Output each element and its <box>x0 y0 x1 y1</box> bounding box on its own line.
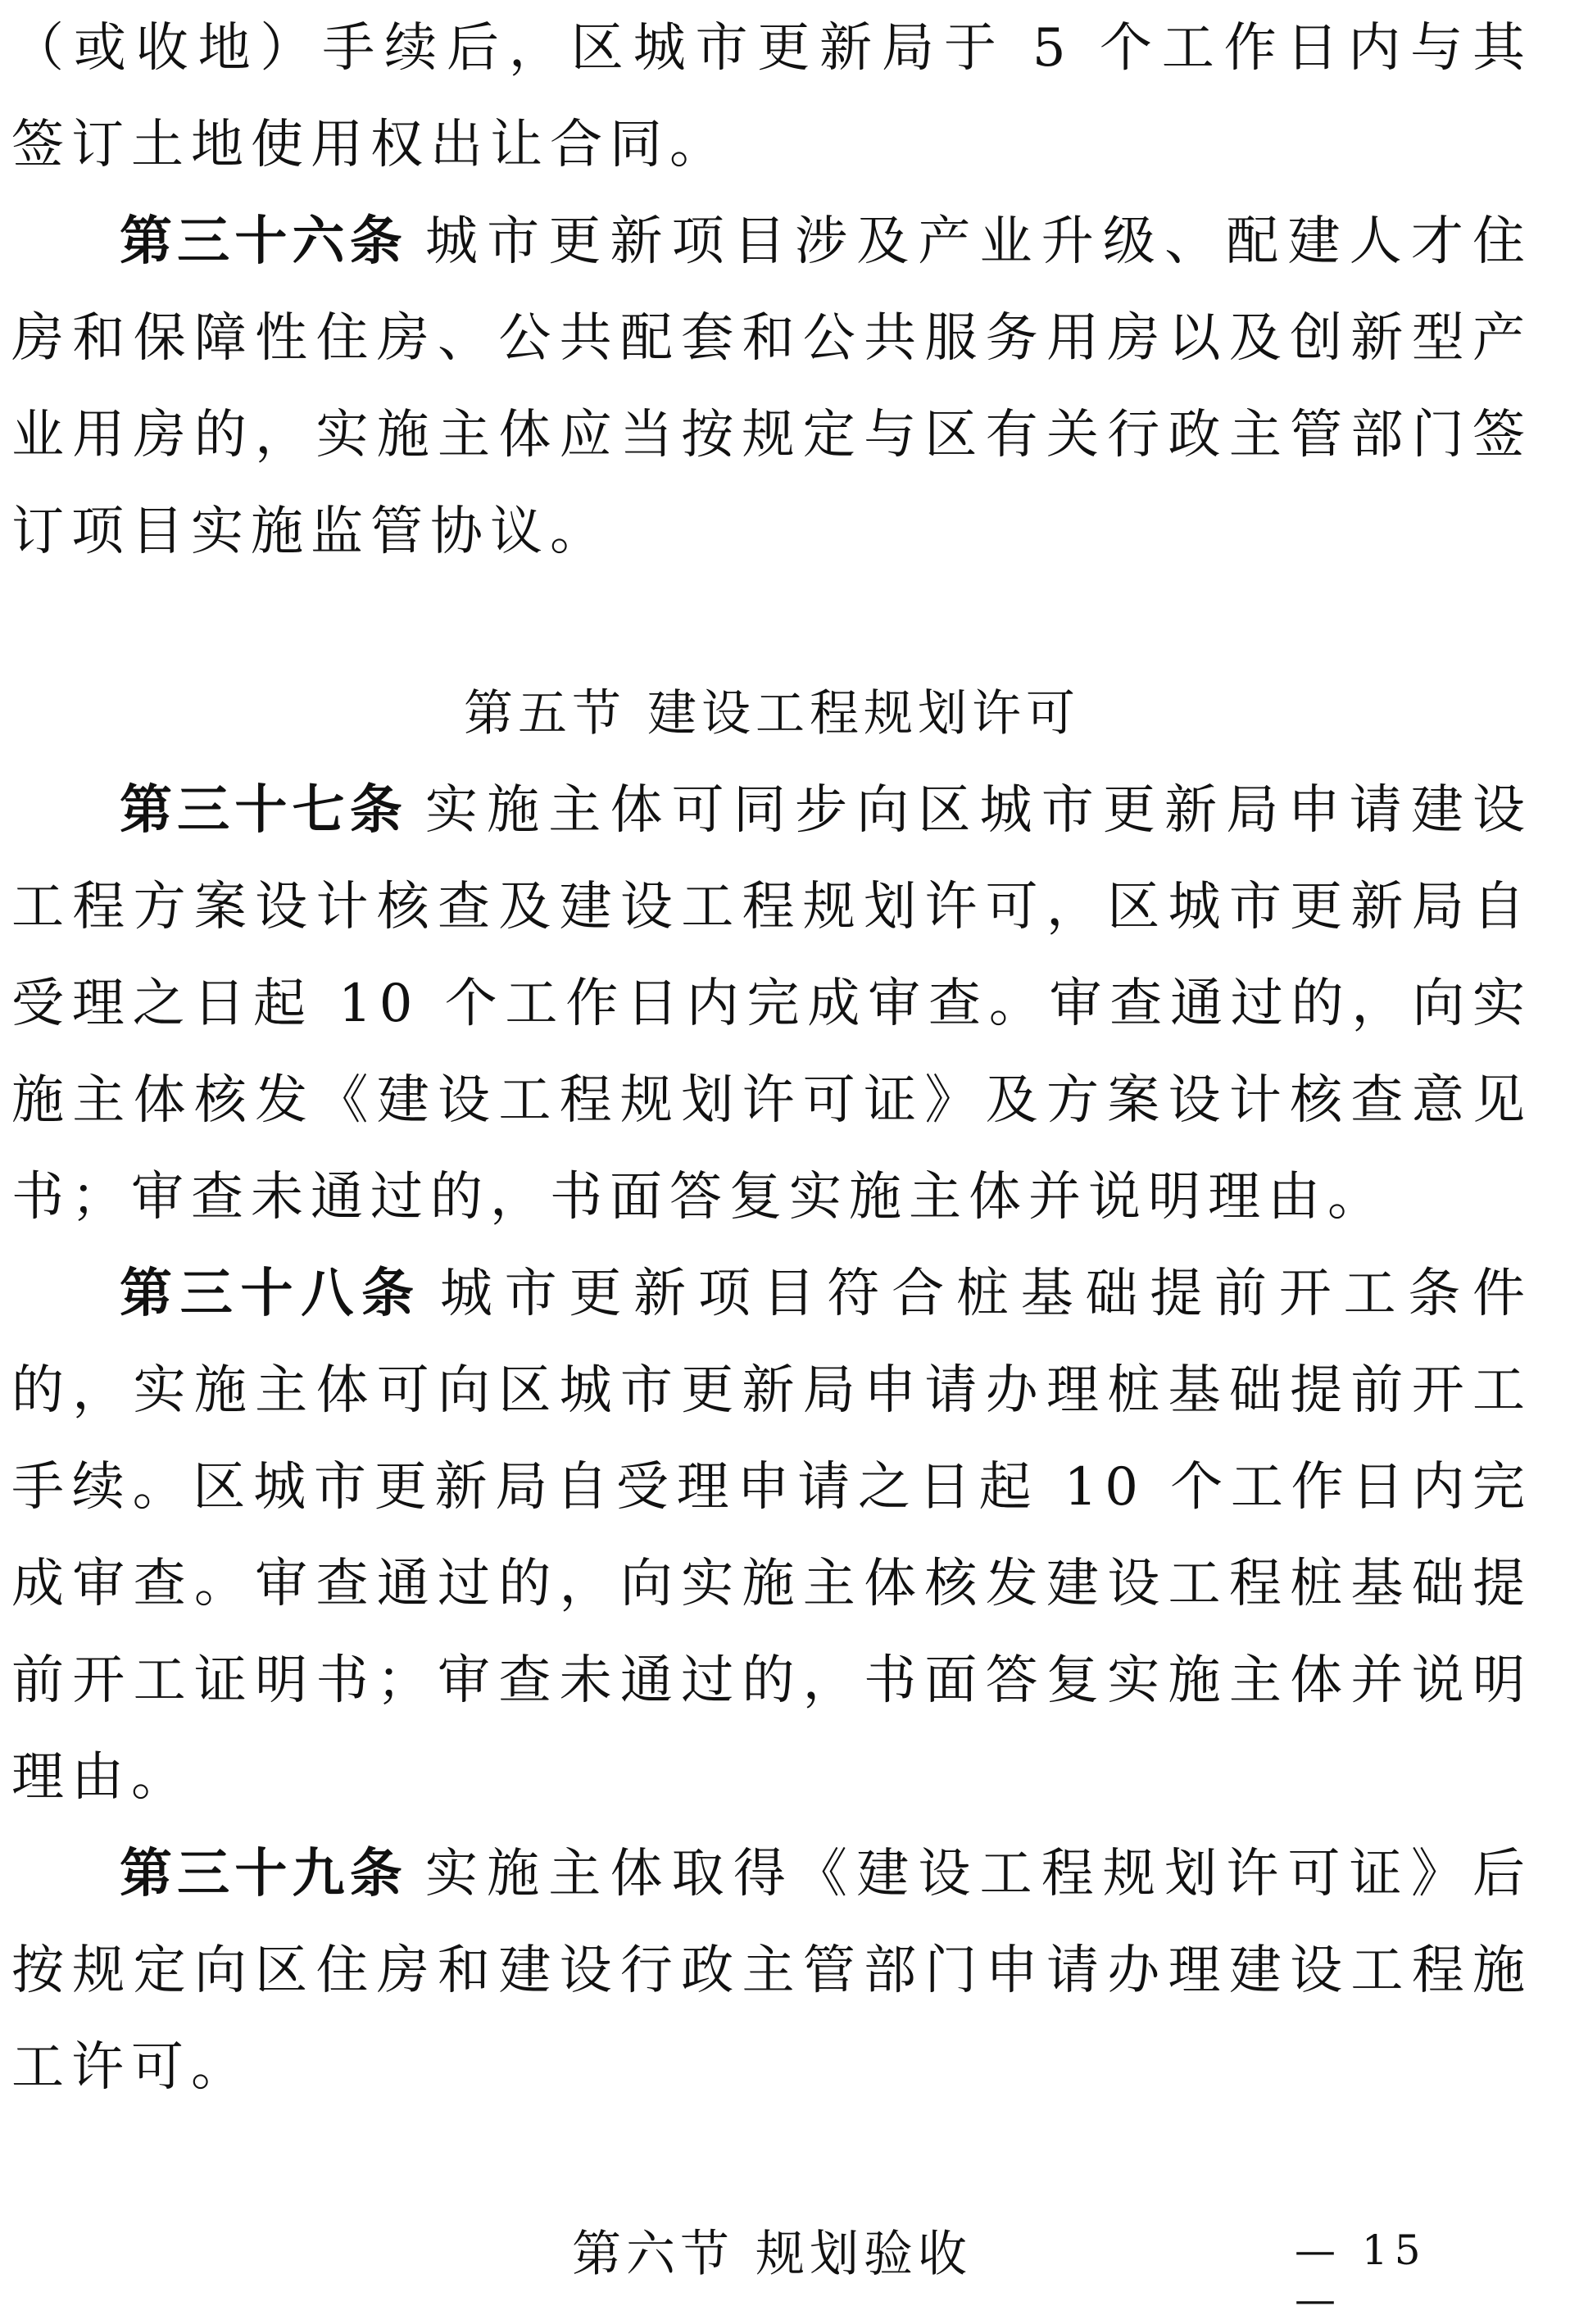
article-38 <box>11 1246 1532 1826</box>
section-5-title: 建设工程规划许可 <box>647 685 1080 742</box>
article-36-number: 第三十六条 <box>120 211 407 272</box>
article-37 <box>11 762 1532 1246</box>
article-38-text: 城市更新项目符合桩基础提前开工条件的，实施主体可向区城市更新局申请办理桩基础提前开工手续。区城市更新局自受理申请之日起 10 个工作日内完成审查。审查通过的，向实施主体核发建设工程桩基础提前开工证明书；审查未通过的，书面答复实施主体并说明理由。 <box>11 1264 1533 1808</box>
article-37-number: 第三十七条 <box>120 780 407 841</box>
article-37-text: 实施主体可同步向区城市更新局申请建设工程方案设计核查及建设工程规划许可，区城市更新局自受理之日起 10 个工作日内完成审查。审查通过的，向实施主体核发《建设工程规划许可证》及方案设计核查意见书；审查未通过的，书面答复实施主体并说明理由。 <box>11 780 1533 1228</box>
intro-paragraph <box>11 0 1532 193</box>
article-36 <box>11 193 1532 580</box>
page-number: — 15 — <box>1295 2226 1427 2323</box>
section-5-heading <box>11 665 1532 762</box>
article-39-text: 实施主体取得《建设工程规划许可证》后按规定向区住房和建设行政主管部门申请办理建设工程施工许可。 <box>11 1844 1533 2098</box>
article-39 <box>11 1826 1532 2116</box>
section-6-number: 第六节 <box>572 2226 734 2283</box>
intro-paragraph-text: （或收地）手续后，区城市更新局于 5 个工作日内与其签订土地使用权出让合同。 <box>11 18 1532 175</box>
document-content <box>11 0 1532 2303</box>
section-6-title: 规划验收 <box>756 2226 972 2283</box>
article-36-text: 城市更新项目涉及产业升级、配建人才住房和保障性住房、公共配套和公共服务用房以及创新型产业用房的，实施主体应当按规定与区有关行政主管部门签订项目实施监管协议。 <box>11 211 1533 562</box>
section-5-number: 第五节 <box>464 685 626 742</box>
article-39-number: 第三十九条 <box>120 1844 407 1904</box>
article-38-number: 第三十八条 <box>120 1264 422 1324</box>
